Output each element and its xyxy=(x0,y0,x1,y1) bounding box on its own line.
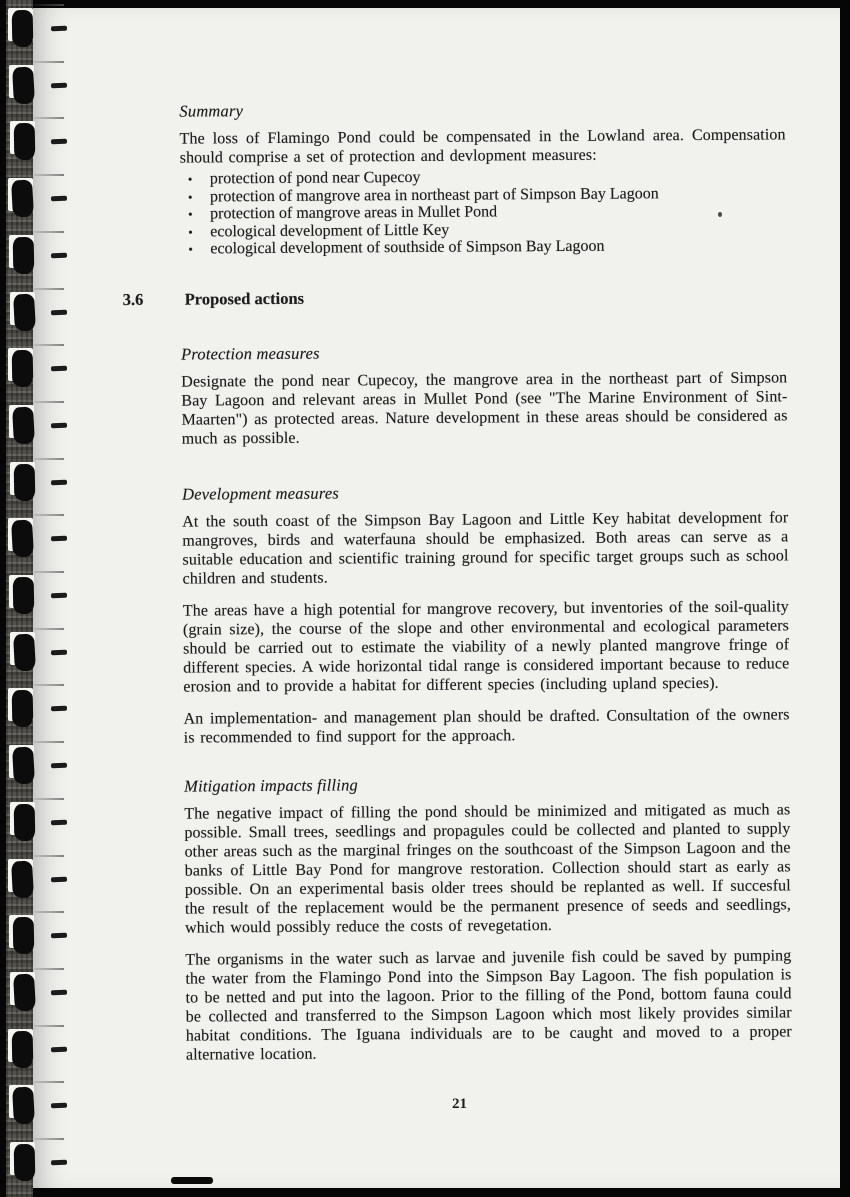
binding-mark xyxy=(34,968,64,970)
binding-ring xyxy=(13,293,36,331)
binding-mark xyxy=(34,4,64,6)
section-number: 3.6 xyxy=(122,289,144,309)
binding-mark xyxy=(51,876,67,882)
paragraph: The areas have a high potential for mangrove recovery, but inventories of the soil-quality (grain size), the course of the slope and other environmental and ecological parameters should be carried out to estimate the viability of a newly planted mangrove fringe of different species. A wide horizontal tidal range is considered important because to reduce erosion and to provide a habitat for different species (including upland species). xyxy=(182,597,790,696)
binding-ring xyxy=(12,66,35,104)
bullet-text: protection of mangrove area in northeast part of Simpson Bay Lagoon xyxy=(209,184,659,205)
bullet-icon: • xyxy=(188,206,193,222)
binding-ring xyxy=(12,1030,34,1067)
binding-mark xyxy=(51,706,67,712)
binding-ring xyxy=(12,747,35,785)
binding-mark xyxy=(51,763,67,769)
binding-ring xyxy=(13,917,35,954)
page-number: 21 xyxy=(452,1096,467,1112)
section-heading xyxy=(122,285,787,309)
scan-artifact xyxy=(171,1177,213,1184)
binding-mark xyxy=(51,990,67,996)
binding-mark xyxy=(34,117,64,119)
bullet-icon: • xyxy=(187,171,193,187)
binding-mark xyxy=(51,593,67,599)
bullet-text: ecological development of southside of Simpson Bay Lagoon xyxy=(210,237,605,258)
bullet-text: protection of mangrove areas in Mullet Pond xyxy=(210,203,498,223)
binding-mark xyxy=(34,1138,64,1140)
binding-mark xyxy=(34,288,64,290)
binding-mark xyxy=(34,458,64,460)
subsection-heading-mitigation-impacts-filling: Mitigation impacts filling xyxy=(184,774,359,796)
paragraph: At the south coast of the Simpson Bay Lagoon and Little Key habitat development for mangroves, birds and waterfauna should be emphasized. Both areas can serve as a suitable education and scientific training ground for specific target groups such as school children and students. xyxy=(182,508,789,588)
binding-mark xyxy=(51,423,67,429)
binding-ring xyxy=(12,350,34,387)
binding-mark xyxy=(34,571,64,573)
binding-mark xyxy=(34,174,64,176)
binding-mark xyxy=(51,139,67,145)
binding-ring xyxy=(11,860,34,898)
binding-mark xyxy=(34,911,64,913)
binding-mark xyxy=(51,536,67,542)
binding-mark xyxy=(34,1081,64,1083)
binding-ring xyxy=(13,577,35,614)
summary-heading: Summary xyxy=(179,101,244,121)
binding-ring xyxy=(14,1144,36,1181)
bullet-icon: • xyxy=(188,224,193,240)
binding-mark xyxy=(51,82,67,88)
binding-mark xyxy=(34,231,64,233)
bullet-text: protection of pond near Cupecoy xyxy=(209,168,421,188)
bullet-icon: • xyxy=(187,189,193,205)
bullet-text: ecological development of Little Key xyxy=(210,221,450,240)
binding-mark xyxy=(51,820,67,826)
binding-mark xyxy=(34,401,64,403)
binding-ring xyxy=(13,237,35,274)
binding-mark xyxy=(34,1025,64,1027)
spiral-binding xyxy=(0,0,80,1197)
binding-ring xyxy=(12,1087,35,1125)
paragraph: Designate the pond near Cupecoy, the mangrove area in the northeast part of Simpson Bay Lagoon and relevant areas in Mullet Pond (see "The Marine Environment of Sint-Maarten") as protected areas. Nature development in these areas should be considered as much as possible. xyxy=(181,368,788,448)
binding-ring xyxy=(13,973,36,1011)
bullet-item xyxy=(188,236,786,258)
section-title: Proposed actions xyxy=(184,288,305,309)
binding-mark xyxy=(34,741,64,743)
binding-mark xyxy=(51,366,67,372)
binding-mark xyxy=(51,196,67,202)
paragraph: The organisms in the water such as larvae and juvenile fish could be saved by pumping the water from the Flamingo Pond into the Simpson Bay Lagoon. The fish population is to be netted and put into the lagoon. Prior to the filling of the Pond, bottom fauna could be collected and transferred to the Simpson Lagoon which most likely provides similar habitat conditions. The Iguana individuals are to be caught and moved to a proper alternative location. xyxy=(185,946,792,1064)
binding-mark xyxy=(34,684,64,686)
binding-mark xyxy=(34,628,64,630)
binding-mark xyxy=(51,253,67,259)
subsection-heading-development-measures: Development measures xyxy=(181,482,340,504)
binding-mark xyxy=(34,344,64,346)
document-content xyxy=(121,97,820,1064)
binding-mark xyxy=(34,855,64,857)
summary-bullet-list xyxy=(180,166,787,258)
paragraph: An implementation- and management plan should be drafted. Consultation of the owners is recommended to find support for the approach. xyxy=(183,705,790,747)
binding-mark xyxy=(51,1103,67,1109)
bullet-icon: • xyxy=(188,241,193,257)
summary-intro-paragraph: The loss of Flamingo Pond could be compensated in the Lowland area. Compensation should comprise a set of protection and devlopment measures: xyxy=(179,126,786,167)
binding-mark xyxy=(51,649,67,655)
binding-ring xyxy=(14,123,36,160)
binding-mark xyxy=(51,26,67,32)
binding-mark xyxy=(51,1160,67,1166)
binding-mark xyxy=(51,1046,67,1052)
binding-mark xyxy=(34,798,64,800)
binding-ring xyxy=(13,633,36,671)
binding-ring xyxy=(12,690,34,727)
binding-ring xyxy=(12,406,35,444)
binding-ring xyxy=(12,10,34,47)
binding-ring xyxy=(11,180,34,218)
binding-mark xyxy=(51,309,67,315)
subsection-heading-protection-measures: Protection measures xyxy=(181,343,320,364)
binding-ring xyxy=(11,520,34,558)
paragraph: The negative impact of filling the pond should be minimized and mitigated as much as possible. Small trees, seedlings and propagules could be collected and planted to supply other areas such as the marginal fringes on the southcoast of the Simpson Lagoon and the banks of Little Bay Pond for mangrove restoration. Collection should start as early as possible. On an experimental basis older trees should be replanted as well. If succesful the result of the replacement would be the permanent presence of seeds and seedlings, which would possibly reduce the costs of revegetation. xyxy=(184,800,791,937)
binding-mark xyxy=(34,514,64,516)
binding-ring xyxy=(14,463,36,500)
binding-ring xyxy=(14,804,36,841)
binding-mark xyxy=(51,933,67,939)
binding-mark xyxy=(34,61,64,63)
binding-mark xyxy=(51,479,67,485)
